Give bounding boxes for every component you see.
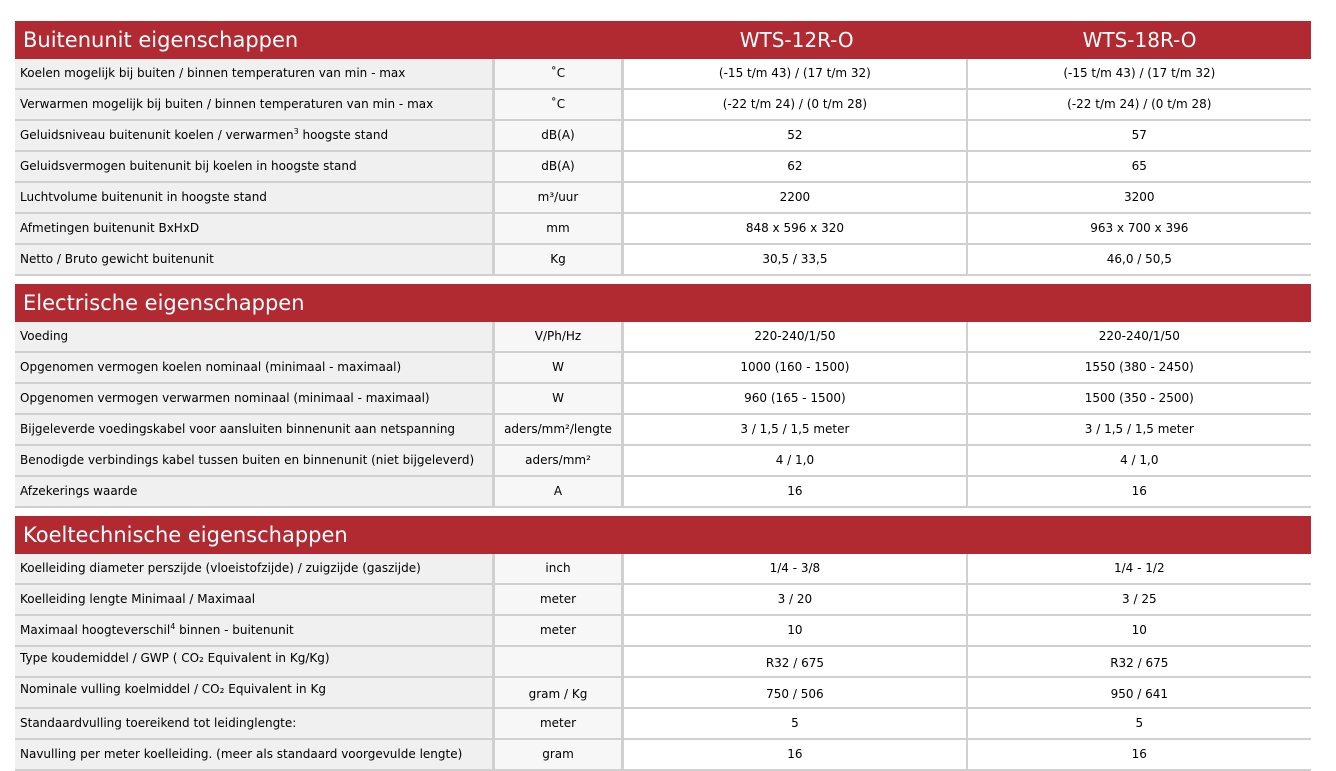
section-header-electrisch: [15, 284, 1311, 322]
row-unit: gram / Kg: [495, 678, 624, 707]
row-value-model-1: 1/4 - 3/8: [624, 554, 967, 583]
table-row: [15, 90, 1311, 121]
row-unit: m³/uur: [495, 183, 624, 212]
row-label: Netto / Bruto gewicht buitenunit: [15, 245, 495, 274]
row-value-model-2: 1500 (350 - 2500): [968, 384, 1311, 413]
row-label: Verwarmen mogelijk bij buiten / binnen temperaturen van min - max: [15, 90, 495, 119]
row-label: Afzekerings waarde: [15, 477, 495, 506]
footnote-marker: 4: [170, 622, 176, 631]
row-label: Opgenomen vermogen koelen nominaal (minimaal - maximaal): [15, 353, 495, 382]
row-value-model-2: 46,0 / 50,5: [968, 245, 1311, 274]
row-unit: inch: [495, 554, 624, 583]
row-value-model-2: (-15 t/m 43) / (17 t/m 32): [968, 59, 1311, 88]
row-value-model-1: 3 / 1,5 / 1,5 meter: [624, 415, 967, 444]
row-value-model-1: 10: [624, 616, 967, 645]
section-title: Koeltechnische eigenschappen: [23, 523, 348, 547]
row-label: Koelleiding lengte Minimaal / Maximaal: [15, 585, 495, 614]
row-label: Geluidsvermogen buitenunit bij koelen in hoogste stand: [15, 152, 495, 181]
row-value-model-1: 960 (165 - 1500): [624, 384, 967, 413]
row-label: Opgenomen vermogen verwarmen nominaal (minimaal - maximaal): [15, 384, 495, 413]
table-row: [15, 678, 1311, 709]
row-value-model-2: 1/4 - 1/2: [968, 554, 1311, 583]
row-value-model-1: 220-240/1/50: [624, 322, 967, 351]
row-unit: ˚C: [495, 90, 624, 119]
row-value-model-2: (-22 t/m 24) / (0 t/m 28): [968, 90, 1311, 119]
row-value-model-1: (-15 t/m 43) / (17 t/m 32): [624, 59, 967, 88]
row-value-model-1: 2200: [624, 183, 967, 212]
table-row: [15, 245, 1311, 276]
row-label-text: Geluidsniveau buitenunit koelen / verwarmen: [20, 128, 294, 142]
row-unit: meter: [495, 709, 624, 738]
row-label-text-after: binnen - buitenunit: [175, 623, 294, 637]
row-value-model-2: 3 / 25: [968, 585, 1311, 614]
row-unit: V/Ph/Hz: [495, 322, 624, 351]
row-value-model-1: (-22 t/m 24) / (0 t/m 28): [624, 90, 967, 119]
row-unit: aders/mm²: [495, 446, 624, 475]
row-unit: dB(A): [495, 152, 624, 181]
row-value-model-2: 5: [968, 709, 1311, 738]
row-label: Benodigde verbindings kabel tussen buiten en binnenunit (niet bijgeleverd): [15, 446, 495, 475]
row-unit: A: [495, 477, 624, 506]
table-row: [15, 152, 1311, 183]
row-value-model-1: 1000 (160 - 1500): [624, 353, 967, 382]
row-unit: meter: [495, 585, 624, 614]
row-value-model-2: 16: [968, 740, 1311, 769]
row-label: Afmetingen buitenunit BxHxD: [15, 214, 495, 243]
row-value-model-2: 963 x 700 x 396: [968, 214, 1311, 243]
row-unit: mm: [495, 214, 624, 243]
table-row: [15, 446, 1311, 477]
row-value-model-1: 16: [624, 740, 967, 769]
row-value-model-2: 1550 (380 - 2450): [968, 353, 1311, 382]
row-unit: dB(A): [495, 121, 624, 150]
row-value-model-2: 220-240/1/50: [968, 322, 1311, 351]
row-label: Type koudemiddel / GWP ( CO₂ Equivalent in Kg/Kg): [15, 647, 495, 676]
table-row: [15, 616, 1311, 647]
row-unit: [495, 647, 624, 676]
row-value-model-1: R32 / 675: [624, 647, 967, 676]
row-label-text: Maximaal hoogteverschil: [20, 623, 171, 637]
row-unit: ˚C: [495, 59, 624, 88]
row-unit: W: [495, 353, 624, 382]
row-value-model-1: 848 x 596 x 320: [624, 214, 967, 243]
row-unit: gram: [495, 740, 624, 769]
row-label: Luchtvolume buitenunit in hoogste stand: [15, 183, 495, 212]
table-row: [15, 647, 1311, 678]
row-value-model-2: 4 / 1,0: [968, 446, 1311, 475]
row-value-model-2: R32 / 675: [968, 647, 1311, 676]
row-label: Standaardvulling toereikend tot leidinglengte:: [15, 709, 495, 738]
row-value-model-1: 52: [624, 121, 967, 150]
table-row: [15, 59, 1311, 90]
row-unit: Kg: [495, 245, 624, 274]
column-header-model-2: WTS-18R-O: [1082, 28, 1197, 52]
table-row: [15, 585, 1311, 616]
spec-sheet: [15, 21, 1311, 771]
row-value-model-2: 3200: [968, 183, 1311, 212]
table-row: [15, 477, 1311, 508]
row-label: Navulling per meter koelleiding. (meer als standaard voorgevulde lengte): [15, 740, 495, 769]
table-row: [15, 183, 1311, 214]
row-label: [15, 121, 495, 150]
row-value-model-1: 16: [624, 477, 967, 506]
row-value-model-1: 62: [624, 152, 967, 181]
table-row: [15, 322, 1311, 353]
section-body-koeltechnisch: [15, 554, 1311, 771]
row-label-text-after: hoogste stand: [298, 128, 389, 142]
row-unit: meter: [495, 616, 624, 645]
row-unit: W: [495, 384, 624, 413]
row-value-model-1: 30,5 / 33,5: [624, 245, 967, 274]
row-value-model-2: 16: [968, 477, 1311, 506]
row-value-model-1: 3 / 20: [624, 585, 967, 614]
table-row: [15, 740, 1311, 771]
row-value-model-1: 5: [624, 709, 967, 738]
row-value-model-1: 4 / 1,0: [624, 446, 967, 475]
row-label: Voeding: [15, 322, 495, 351]
table-row: [15, 415, 1311, 446]
row-label: [15, 616, 495, 645]
row-label: Koelleiding diameter perszijde (vloeistofzijde) / zuigzijde (gaszijde): [15, 554, 495, 583]
table-row: [15, 214, 1311, 245]
footnote-marker: 3: [293, 127, 299, 136]
section-title: Buitenunit eigenschappen: [23, 28, 299, 52]
section-title: Electrische eigenschappen: [23, 291, 305, 315]
section-header-koeltechnisch: [15, 516, 1311, 554]
table-row: [15, 709, 1311, 740]
table-row: [15, 353, 1311, 384]
row-value-model-2: 10: [968, 616, 1311, 645]
table-row: [15, 121, 1311, 152]
row-unit: aders/mm²/lengte: [495, 415, 624, 444]
section-header-buitenunit: [15, 21, 1311, 59]
section-body-buitenunit: [15, 59, 1311, 276]
column-header-model-1: WTS-12R-O: [739, 28, 854, 52]
row-value-model-2: 3 / 1,5 / 1,5 meter: [968, 415, 1311, 444]
row-value-model-2: 950 / 641: [968, 678, 1311, 707]
row-label: Bijgeleverde voedingskabel voor aansluiten binnenunit aan netspanning: [15, 415, 495, 444]
row-value-model-2: 65: [968, 152, 1311, 181]
row-label: Koelen mogelijk bij buiten / binnen temperaturen van min - max: [15, 59, 495, 88]
section-body-electrisch: [15, 322, 1311, 508]
row-label: Nominale vulling koelmiddel / CO₂ Equivalent in Kg: [15, 678, 495, 707]
row-value-model-2: 57: [968, 121, 1311, 150]
table-row: [15, 554, 1311, 585]
table-row: [15, 384, 1311, 415]
row-value-model-1: 750 / 506: [624, 678, 967, 707]
